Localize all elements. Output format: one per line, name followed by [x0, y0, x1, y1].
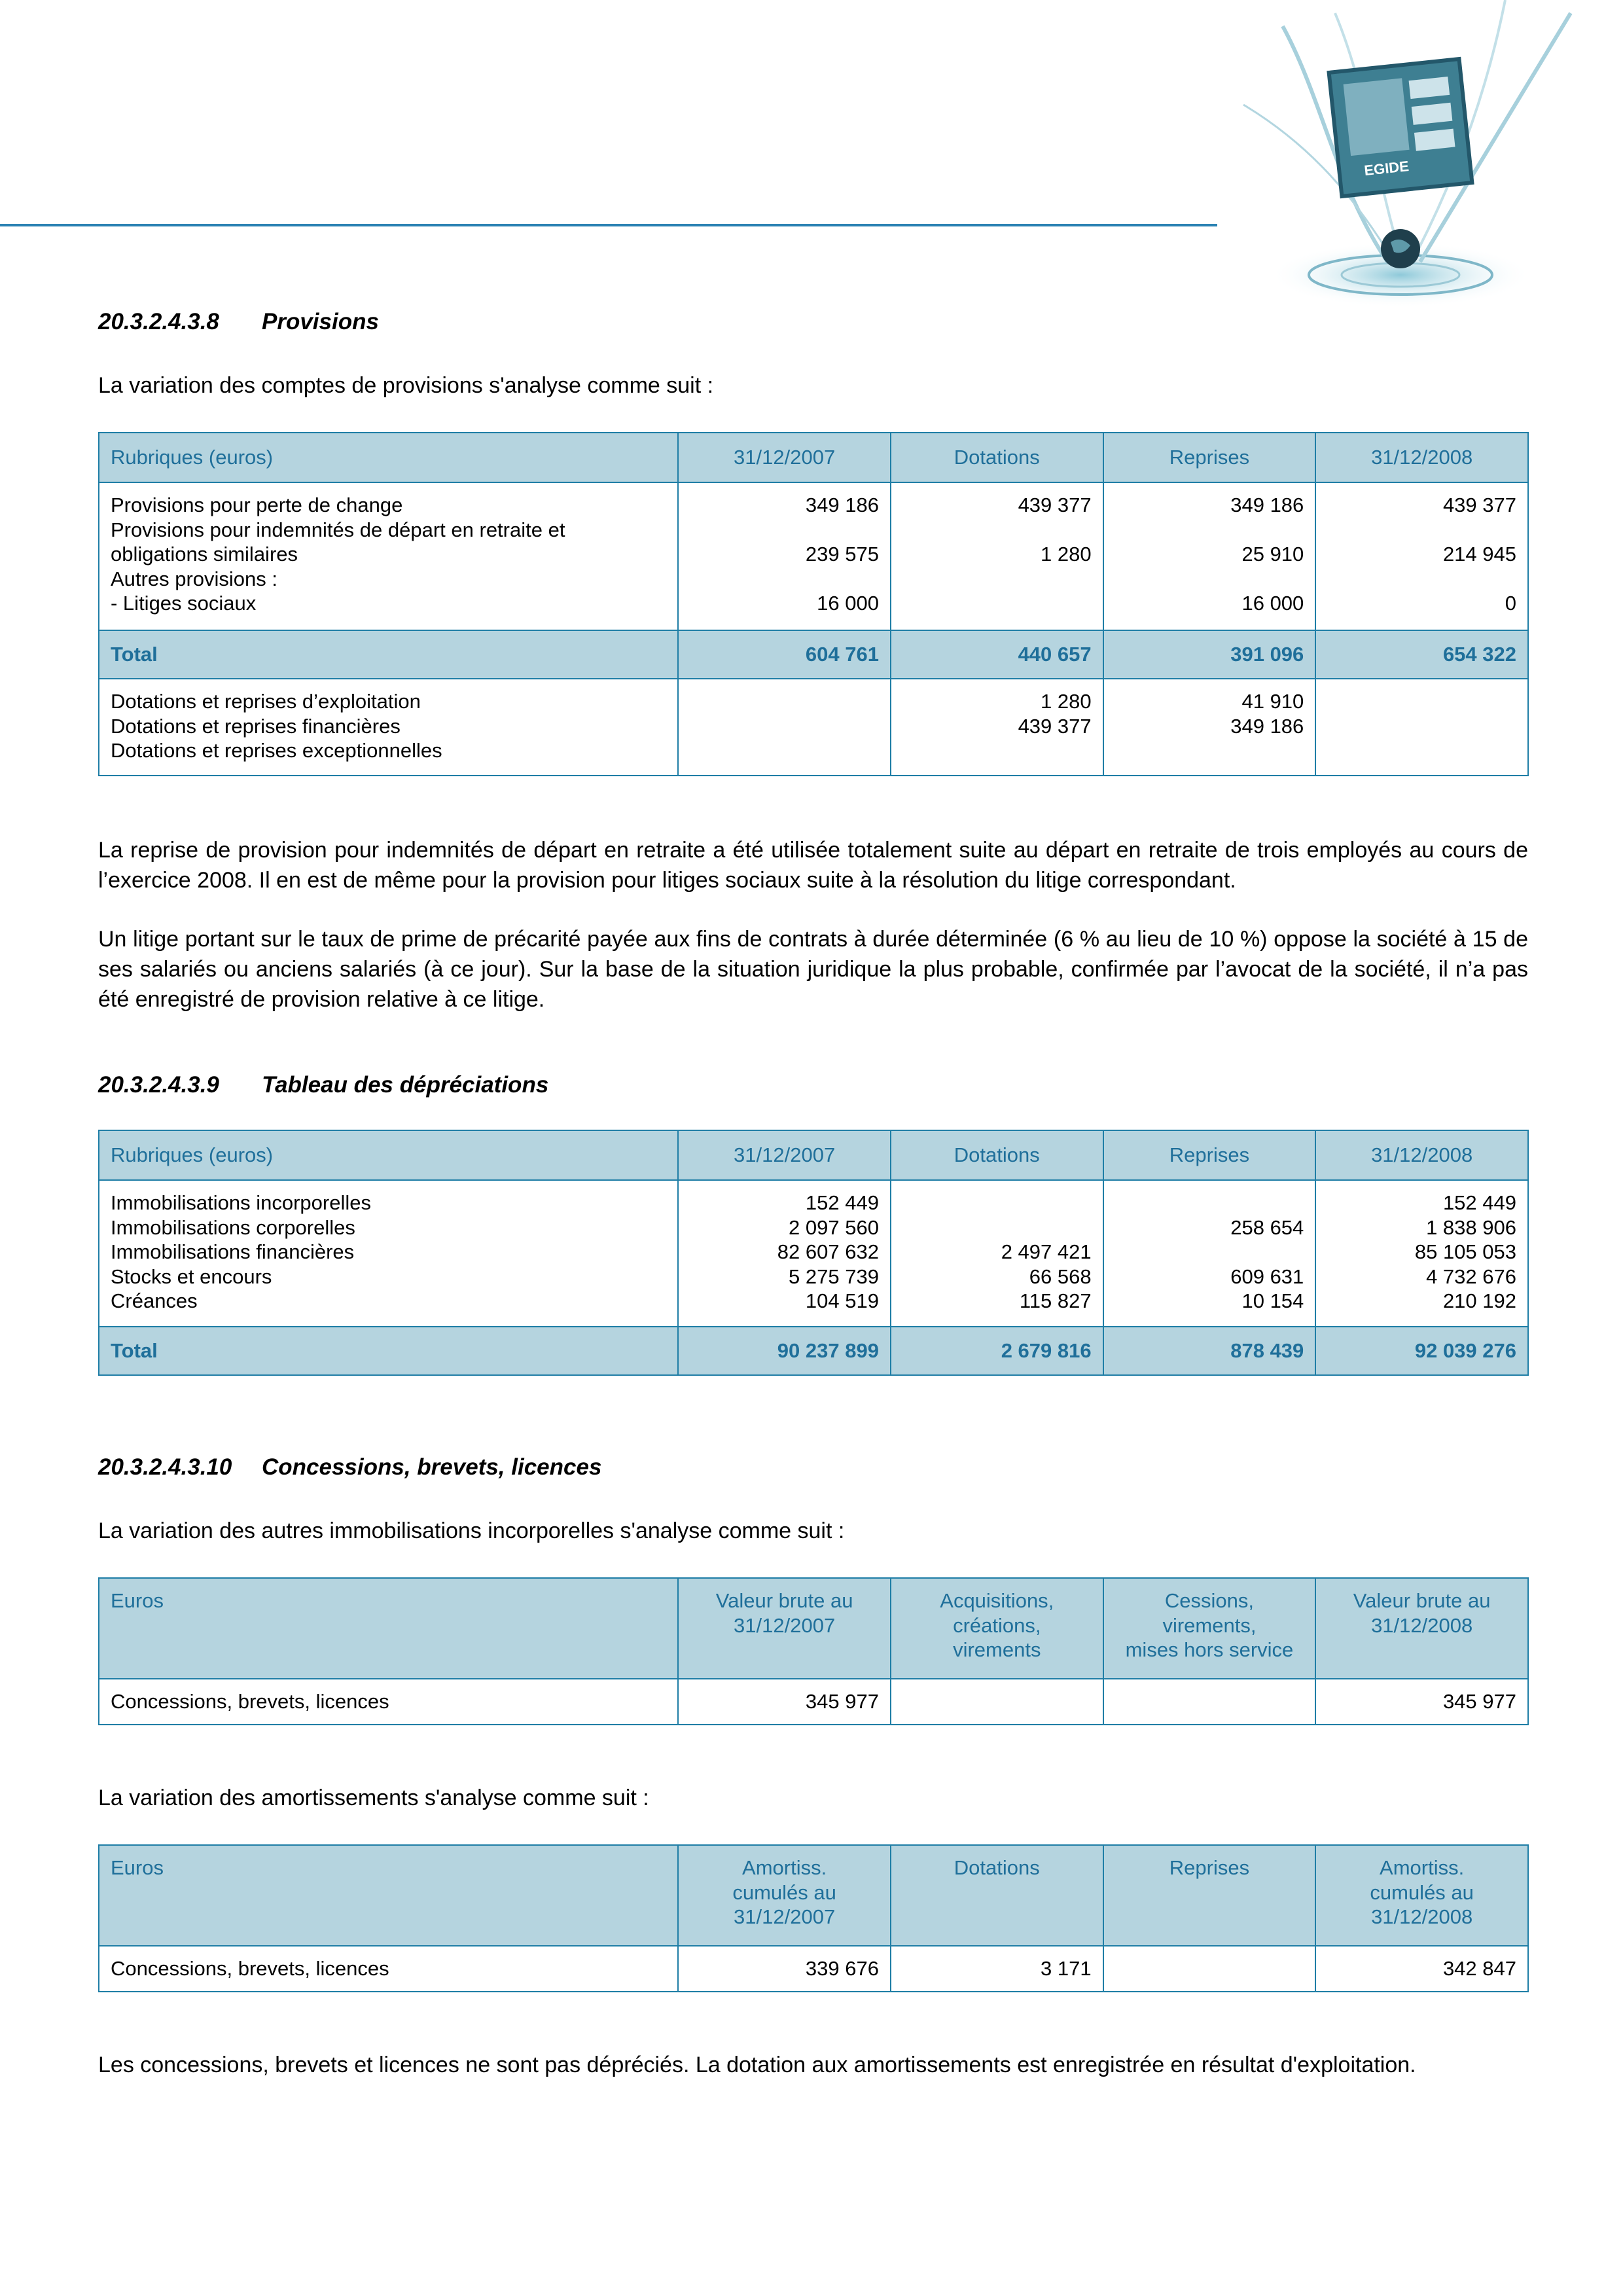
cell-value [1115, 518, 1304, 543]
paragraph-provision-reversal: La reprise de provision pour indemnités de départ en retraite a été utilisée totalement suite au départ en retraite de trois employés au cours de l’exercice 2008. Il en est de même pour la provision pour litiges sociaux suite à la résolution du litige correspondant. [98, 838, 1528, 893]
total-value: 391 096 [1103, 630, 1316, 679]
total-value: 440 657 [891, 630, 1103, 679]
cell-value: 10 154 [1241, 1289, 1304, 1312]
row-label: obligations similaires [111, 543, 298, 565]
col-header: Valeur brute au [1353, 1589, 1491, 1612]
cell-value [690, 567, 879, 592]
table-row [99, 1679, 1528, 1725]
table-header-row [99, 1845, 1528, 1946]
cell-value: 152 449 [1442, 1191, 1516, 1214]
row-label: Concessions, brevets, licences [99, 1946, 678, 1992]
row-label: Provisions pour indemnités de départ en retraite et [111, 518, 565, 541]
col-header: Acquisitions, [940, 1589, 1054, 1612]
cell-value: 342 847 [1315, 1946, 1528, 1992]
row-label: Immobilisations corporelles [111, 1215, 355, 1239]
cell-value: 16 000 [817, 592, 879, 615]
logo-text: EGIDE [1363, 158, 1410, 179]
cell-value: 5 275 739 [789, 1265, 879, 1288]
col-header: 31/12/2007 [678, 433, 891, 482]
cell-value: 82 607 632 [777, 1240, 879, 1263]
cell-value: 1 838 906 [1426, 1215, 1516, 1239]
depreciations-table [98, 1130, 1529, 1376]
cell-value: 345 977 [678, 1679, 891, 1725]
col-header: Amortiss. [742, 1856, 827, 1879]
row-label: Dotations et reprises d’exploitation [111, 690, 421, 713]
col-header: Dotations [891, 433, 1103, 482]
cell-value [902, 567, 1092, 592]
cell-value [1327, 567, 1516, 592]
concessions-intro: La variation des autres immobilisations incorporelles s'analyse comme suit : [98, 1518, 845, 1543]
col-header: Euros [111, 1856, 164, 1879]
table-header-row [99, 1578, 1528, 1679]
paragraph-litigation: Un litige portant sur le taux de prime de précarité payée aux fins de contrats à durée déterminée (6 % au lieu de 10 %) oppose la société à 15 de ses salariés ou anciens salariés (à ce jour). Sur la base de la situation juridique la plus probable, confirmée par l’avocat de la société, il n’a pas été enregistré de provision relative à ce litige. [98, 927, 1528, 1012]
table-body-row [99, 1180, 1528, 1327]
col-header: Cessions, [1164, 1589, 1255, 1612]
col-header: 31/12/2007 [734, 1905, 836, 1928]
cell-value [1115, 1240, 1304, 1265]
cell-value [1327, 518, 1516, 543]
cell-value [902, 1191, 1092, 1215]
cell-value [1115, 738, 1304, 763]
col-header: Rubriques (euros) [99, 1130, 678, 1180]
cell-value: 214 945 [1442, 543, 1516, 565]
cell-value: 349 186 [805, 493, 879, 516]
provisions-table [98, 432, 1529, 776]
col-header: 31/12/2007 [678, 1130, 891, 1180]
cell-value: 16 000 [1241, 592, 1304, 615]
cell-value [902, 591, 1092, 616]
cell-value: 210 192 [1442, 1289, 1516, 1312]
cell-value [891, 1679, 1103, 1725]
col-header: 31/12/2007 [734, 1613, 836, 1637]
row-label: Autres provisions : [111, 567, 277, 590]
total-value: 2 679 816 [891, 1327, 1103, 1375]
cell-value: 609 631 [1230, 1265, 1304, 1288]
egide-logo [1204, 0, 1610, 327]
cell-value: 439 377 [1442, 493, 1516, 516]
table-header-row [99, 433, 1528, 482]
gross-value-table [98, 1577, 1529, 1725]
row-label: Dotations et reprises financières [111, 714, 401, 738]
cell-value [1103, 1946, 1316, 1992]
cell-value: 25 910 [1241, 543, 1304, 565]
cell-value: 104 519 [805, 1289, 879, 1312]
table-header-row [99, 1130, 1528, 1180]
row-label: Dotations et reprises exceptionnelles [111, 739, 442, 762]
col-header: Euros [111, 1589, 164, 1612]
row-label: Stocks et encours [111, 1265, 272, 1288]
cell-value: 345 977 [1315, 1679, 1528, 1725]
col-header: Dotations [891, 1130, 1103, 1180]
col-header: Valeur brute au [715, 1589, 853, 1612]
total-value: 92 039 276 [1315, 1327, 1528, 1375]
row-label: Créances [111, 1289, 198, 1312]
col-header: 31/12/2008 [1371, 1905, 1473, 1928]
cell-value: 1 280 [1041, 543, 1092, 565]
cell-value [902, 518, 1092, 543]
total-label: Total [99, 1327, 678, 1375]
cell-value: 349 186 [1230, 714, 1304, 738]
col-header: 31/12/2008 [1315, 433, 1528, 482]
cell-value: 2 097 560 [789, 1215, 879, 1239]
total-value: 878 439 [1103, 1327, 1316, 1375]
header-rule [0, 224, 1217, 226]
cell-value: 0 [1505, 592, 1516, 615]
cell-value: 85 105 053 [1414, 1240, 1516, 1263]
col-header: Reprises [1103, 433, 1316, 482]
cell-value: 258 654 [1230, 1215, 1304, 1239]
col-header: créations, [953, 1613, 1041, 1637]
row-label: Concessions, brevets, licences [99, 1679, 678, 1725]
provisions-intro: La variation des comptes de provisions s'analyse comme suit : [98, 373, 714, 398]
col-header: Amortiss. [1380, 1856, 1465, 1879]
col-header: 31/12/2008 [1315, 1130, 1528, 1180]
cell-value: 3 171 [891, 1946, 1103, 1992]
col-header: Reprises [1103, 1130, 1316, 1180]
table-body-row [99, 679, 1528, 776]
total-row [99, 1327, 1528, 1375]
cell-value [690, 518, 879, 543]
cell-value: 339 676 [678, 1946, 891, 1992]
cell-value: 152 449 [805, 1191, 879, 1214]
total-value: 90 237 899 [678, 1327, 891, 1375]
row-label: Provisions pour perte de change [111, 493, 403, 516]
cell-value: 439 377 [1018, 493, 1092, 516]
total-row [99, 630, 1528, 679]
cell-value: 41 910 [1241, 690, 1304, 713]
cell-value [1115, 1191, 1304, 1215]
row-label: Immobilisations financières [111, 1240, 355, 1263]
cell-value [1103, 1679, 1316, 1725]
col-header: Reprises [1169, 1856, 1250, 1879]
cell-value: 115 827 [1019, 1289, 1092, 1312]
total-label: Total [99, 630, 678, 679]
table-row [99, 1946, 1528, 1992]
amortization-table [98, 1844, 1529, 1992]
section-heading-provisions: 20.3.2.4.3.8 Provisions [98, 309, 379, 334]
row-label: Immobilisations incorporelles [111, 1191, 371, 1214]
cell-value [902, 1215, 1092, 1240]
cell-value: 349 186 [1230, 493, 1304, 516]
closing-note: Les concessions, brevets et licences ne sont pas dépréciés. La dotation aux amortissements est enregistrée en résultat d'exploitation. [98, 2053, 1416, 2077]
cell-value [902, 738, 1092, 763]
cell-value: 1 280 [1041, 690, 1092, 713]
section-heading-concessions: 20.3.2.4.3.10 Concessions, brevets, licences [98, 1454, 602, 1480]
cell-value [1115, 567, 1304, 592]
row-label: - Litiges sociaux [111, 592, 257, 615]
total-value: 604 761 [678, 630, 891, 679]
cell-value: 66 568 [1029, 1265, 1092, 1288]
cell-value: 2 497 421 [1001, 1240, 1092, 1263]
amortization-intro: La variation des amortissements s'analyse comme suit : [98, 1785, 649, 1810]
cell-value: 4 732 676 [1426, 1265, 1516, 1288]
section-heading-depreciations: 20.3.2.4.3.9 Tableau des dépréciations [98, 1072, 549, 1098]
total-value: 654 322 [1315, 630, 1528, 679]
cell-value: 239 575 [805, 543, 879, 565]
col-header: Rubriques (euros) [99, 433, 678, 482]
table-body-row [99, 482, 1528, 630]
col-header: cumulés au [1370, 1880, 1474, 1904]
col-header: 31/12/2008 [1371, 1613, 1473, 1637]
cell-value: 439 377 [1018, 714, 1092, 738]
col-header: Dotations [954, 1856, 1040, 1879]
col-header: cumulés au [732, 1880, 836, 1904]
col-header: mises hors service [1125, 1638, 1294, 1661]
col-header: virements [953, 1638, 1041, 1661]
col-header: virements, [1162, 1613, 1257, 1637]
